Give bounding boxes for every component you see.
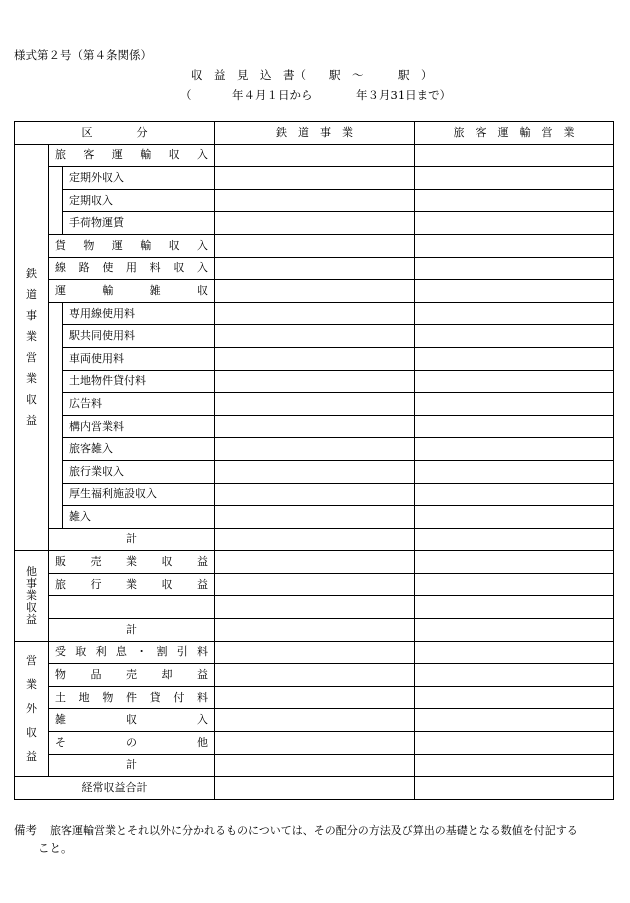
period-to: 年３月31日まで）	[356, 88, 452, 102]
row-grand-total: 経常収益合計	[15, 777, 215, 800]
section-other-business: 他 事 業 収 益	[15, 551, 49, 641]
cell-passenger[interactable]	[415, 732, 614, 755]
cell-passenger[interactable]	[415, 438, 614, 461]
cell-railway[interactable]	[215, 257, 415, 280]
cell-passenger[interactable]	[415, 415, 614, 438]
section-non-operating: 営 業 外 収 益	[15, 641, 49, 777]
cell-railway[interactable]	[215, 460, 415, 483]
row-interest: 受取利息・割引料	[49, 641, 215, 664]
row-commuter-pass: 定期収入	[63, 189, 215, 212]
cell-railway[interactable]	[215, 506, 415, 529]
row-land-rent-2: 土地物件貸付料	[49, 686, 215, 709]
cell-railway[interactable]	[215, 144, 415, 167]
cell-railway[interactable]	[215, 234, 415, 257]
revenue-table	[14, 121, 614, 800]
cell-passenger[interactable]	[415, 167, 614, 190]
cell-passenger[interactable]	[415, 347, 614, 370]
header-category: 区 分	[15, 122, 215, 145]
row-vehicle-use: 車両使用料	[63, 347, 215, 370]
cell-passenger[interactable]	[415, 619, 614, 642]
cell-railway[interactable]	[215, 709, 415, 732]
cell-passenger[interactable]	[415, 686, 614, 709]
cell-railway[interactable]	[215, 641, 415, 664]
row-subtotal-railway: 計	[49, 528, 215, 551]
cell-railway[interactable]	[215, 596, 415, 619]
period-open: （	[180, 88, 192, 102]
row-misc-income: 雑入	[63, 506, 215, 529]
remarks-line-1: 旅客運輸営業とそれ以外に分かれるものについては、その配分の方法及び算出の基礎となる数値を付記する	[50, 824, 578, 837]
row-travel-income: 旅行業収入	[63, 460, 215, 483]
row-sales: 販売業収益	[49, 551, 215, 574]
cell-passenger[interactable]	[415, 709, 614, 732]
cell-railway[interactable]	[215, 483, 415, 506]
cell-passenger[interactable]	[415, 777, 614, 800]
cell-railway[interactable]	[215, 415, 415, 438]
indent-spacer	[49, 167, 63, 235]
cell-passenger[interactable]	[415, 551, 614, 574]
cell-passenger[interactable]	[415, 460, 614, 483]
row-misc-transport: 運輸雑収	[49, 280, 215, 303]
form-number: 様式第２号（第４条関係）	[14, 48, 152, 62]
row-track-use: 線路使用料収入	[49, 257, 215, 280]
row-station-share: 駅共同使用料	[63, 325, 215, 348]
cell-passenger[interactable]	[415, 754, 614, 777]
row-commuter: 定期外収入	[63, 167, 215, 190]
row-welfare: 厚生福利施設収入	[63, 483, 215, 506]
section-railway-revenue: 鉄 道 事 業 営 業 収 益	[15, 144, 49, 551]
row-passenger-transport: 旅客運輸収入	[49, 144, 215, 167]
row-goods-sale: 物品売却益	[49, 664, 215, 687]
header-railway: 鉄 道 事 業	[215, 122, 415, 145]
row-other: その他	[49, 732, 215, 755]
row-subtotal-non-operating: 計	[49, 754, 215, 777]
cell-passenger[interactable]	[415, 573, 614, 596]
cell-passenger[interactable]	[415, 370, 614, 393]
row-freight: 貨物運輸収入	[49, 234, 215, 257]
row-concession: 構内営業料	[63, 415, 215, 438]
cell-passenger[interactable]	[415, 528, 614, 551]
cell-passenger[interactable]	[415, 596, 614, 619]
cell-railway[interactable]	[215, 732, 415, 755]
cell-passenger[interactable]	[415, 189, 614, 212]
row-misc-2: 雑収入	[49, 709, 215, 732]
remarks-line-2: こと。	[38, 841, 73, 855]
cell-passenger[interactable]	[415, 393, 614, 416]
cell-passenger[interactable]	[415, 325, 614, 348]
document-title: 収 益 見 込 書（ 駅 ～ 駅 ）	[191, 68, 433, 82]
row-subtotal-other: 計	[49, 619, 215, 642]
remarks-heading: 備考	[14, 823, 37, 837]
cell-railway[interactable]	[215, 686, 415, 709]
cell-railway[interactable]	[215, 777, 415, 800]
header-passenger: 旅 客 運 輸 営 業	[415, 122, 614, 145]
cell-passenger[interactable]	[415, 664, 614, 687]
cell-railway[interactable]	[215, 189, 415, 212]
cell-railway[interactable]	[215, 347, 415, 370]
cell-railway[interactable]	[215, 325, 415, 348]
cell-passenger[interactable]	[415, 257, 614, 280]
cell-railway[interactable]	[215, 619, 415, 642]
cell-railway[interactable]	[215, 438, 415, 461]
row-baggage: 手荷物運賃	[63, 212, 215, 235]
row-passenger-misc: 旅客雑入	[63, 438, 215, 461]
cell-railway[interactable]	[215, 528, 415, 551]
cell-railway[interactable]	[215, 551, 415, 574]
period-from: 年４月１日から	[232, 88, 313, 102]
cell-passenger[interactable]	[415, 506, 614, 529]
cell-passenger[interactable]	[415, 144, 614, 167]
row-land-rent: 土地物件貸付料	[63, 370, 215, 393]
cell-railway[interactable]	[215, 212, 415, 235]
cell-railway[interactable]	[215, 370, 415, 393]
cell-railway[interactable]	[215, 573, 415, 596]
cell-passenger[interactable]	[415, 280, 614, 303]
cell-railway[interactable]	[215, 393, 415, 416]
cell-passenger[interactable]	[415, 641, 614, 664]
row-travel: 旅行業収益	[49, 573, 215, 596]
cell-passenger[interactable]	[415, 234, 614, 257]
row-advertising: 広告料	[63, 393, 215, 416]
cell-railway[interactable]	[215, 664, 415, 687]
row-blank	[49, 596, 215, 619]
cell-railway[interactable]	[215, 167, 415, 190]
cell-railway[interactable]	[215, 302, 415, 325]
cell-passenger[interactable]	[415, 483, 614, 506]
row-siding-use: 専用線使用料	[63, 302, 215, 325]
cell-railway[interactable]	[215, 754, 415, 777]
cell-railway[interactable]	[215, 280, 415, 303]
indent-spacer	[49, 302, 63, 528]
cell-passenger[interactable]	[415, 212, 614, 235]
cell-passenger[interactable]	[415, 302, 614, 325]
